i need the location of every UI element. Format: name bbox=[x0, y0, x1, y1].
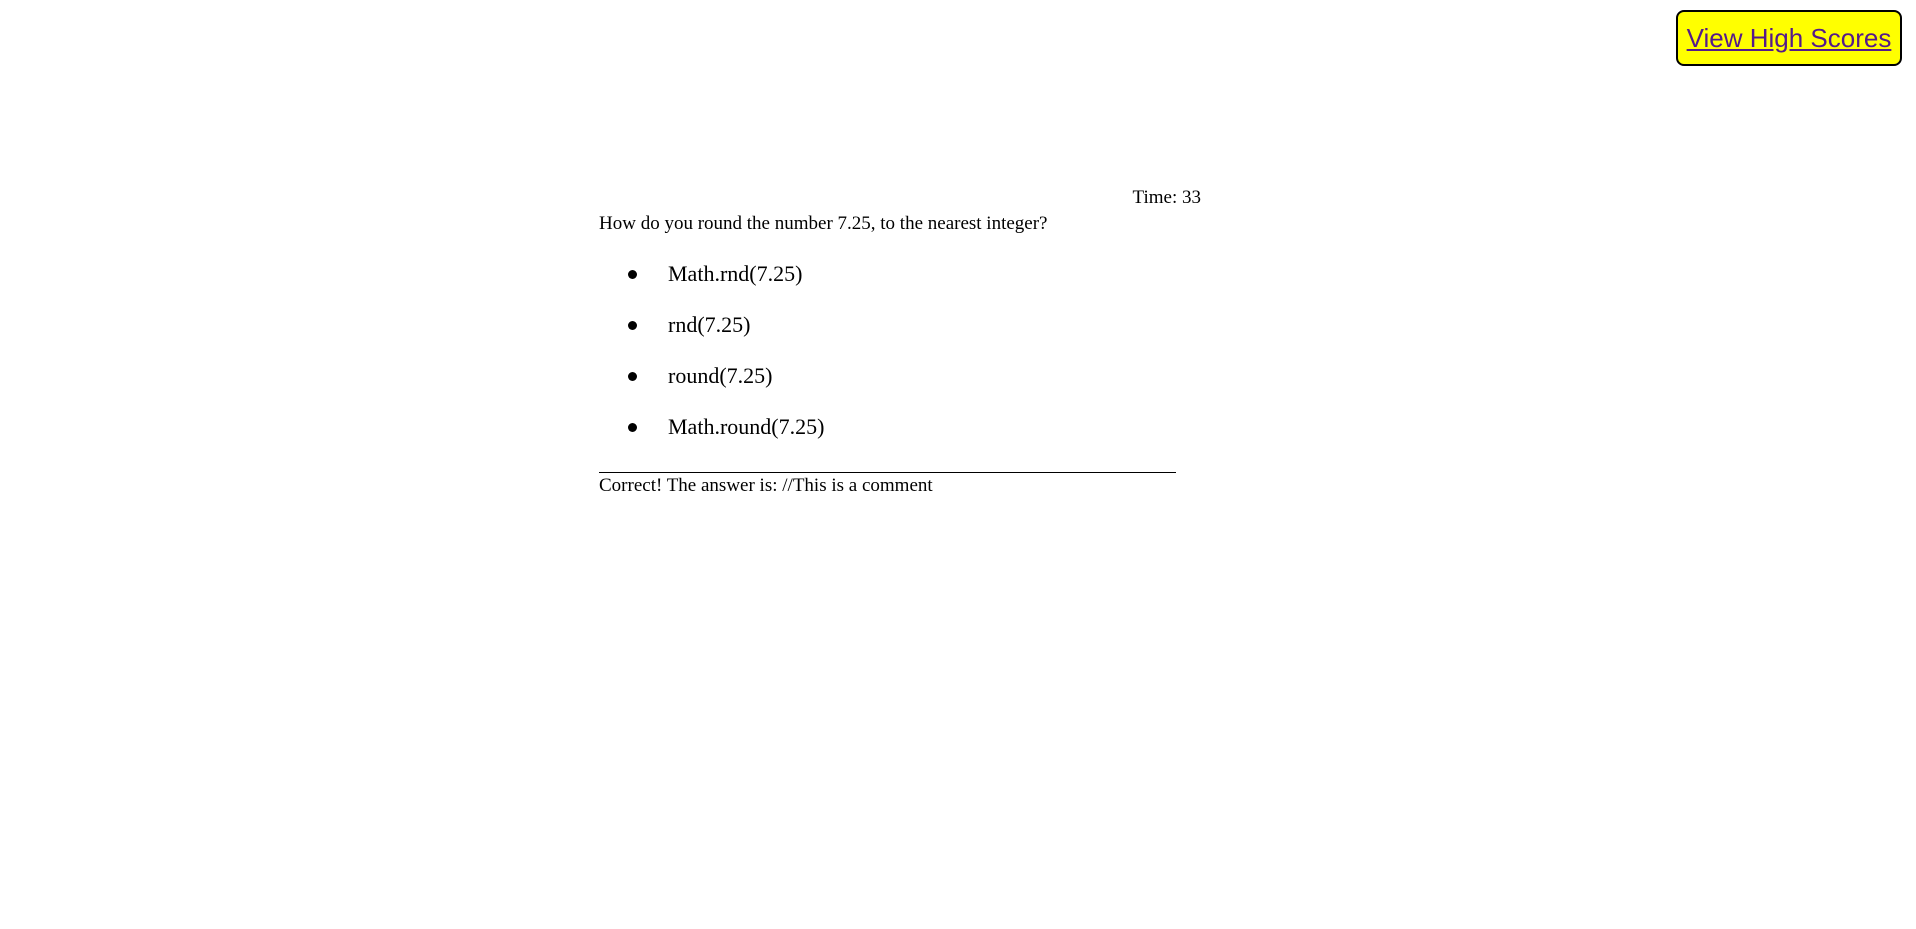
answer-list bbox=[599, 258, 824, 462]
bullet-icon bbox=[628, 372, 637, 381]
bullet-icon bbox=[628, 321, 637, 330]
divider bbox=[599, 472, 1176, 473]
timer: Time: 33 bbox=[1132, 187, 1201, 208]
answer-option-label: Math.round(7.25) bbox=[668, 414, 825, 439]
answer-feedback: Correct! The answer is: //This is a comment bbox=[599, 475, 933, 496]
answer-option-label: round(7.25) bbox=[668, 363, 773, 388]
bullet-icon bbox=[628, 423, 637, 432]
answer-option-label: rnd(7.25) bbox=[668, 312, 751, 337]
answer-option-label: Math.rnd(7.25) bbox=[668, 261, 803, 286]
answer-option-1[interactable] bbox=[599, 258, 824, 309]
answer-option-4[interactable] bbox=[599, 411, 824, 462]
answer-option-2[interactable] bbox=[599, 309, 824, 360]
question-text: How do you round the number 7.25, to the nearest integer? bbox=[599, 213, 1048, 234]
view-high-scores-button[interactable]: View High Scores bbox=[1676, 10, 1902, 66]
answer-option-3[interactable] bbox=[599, 360, 824, 411]
bullet-icon bbox=[628, 270, 637, 279]
